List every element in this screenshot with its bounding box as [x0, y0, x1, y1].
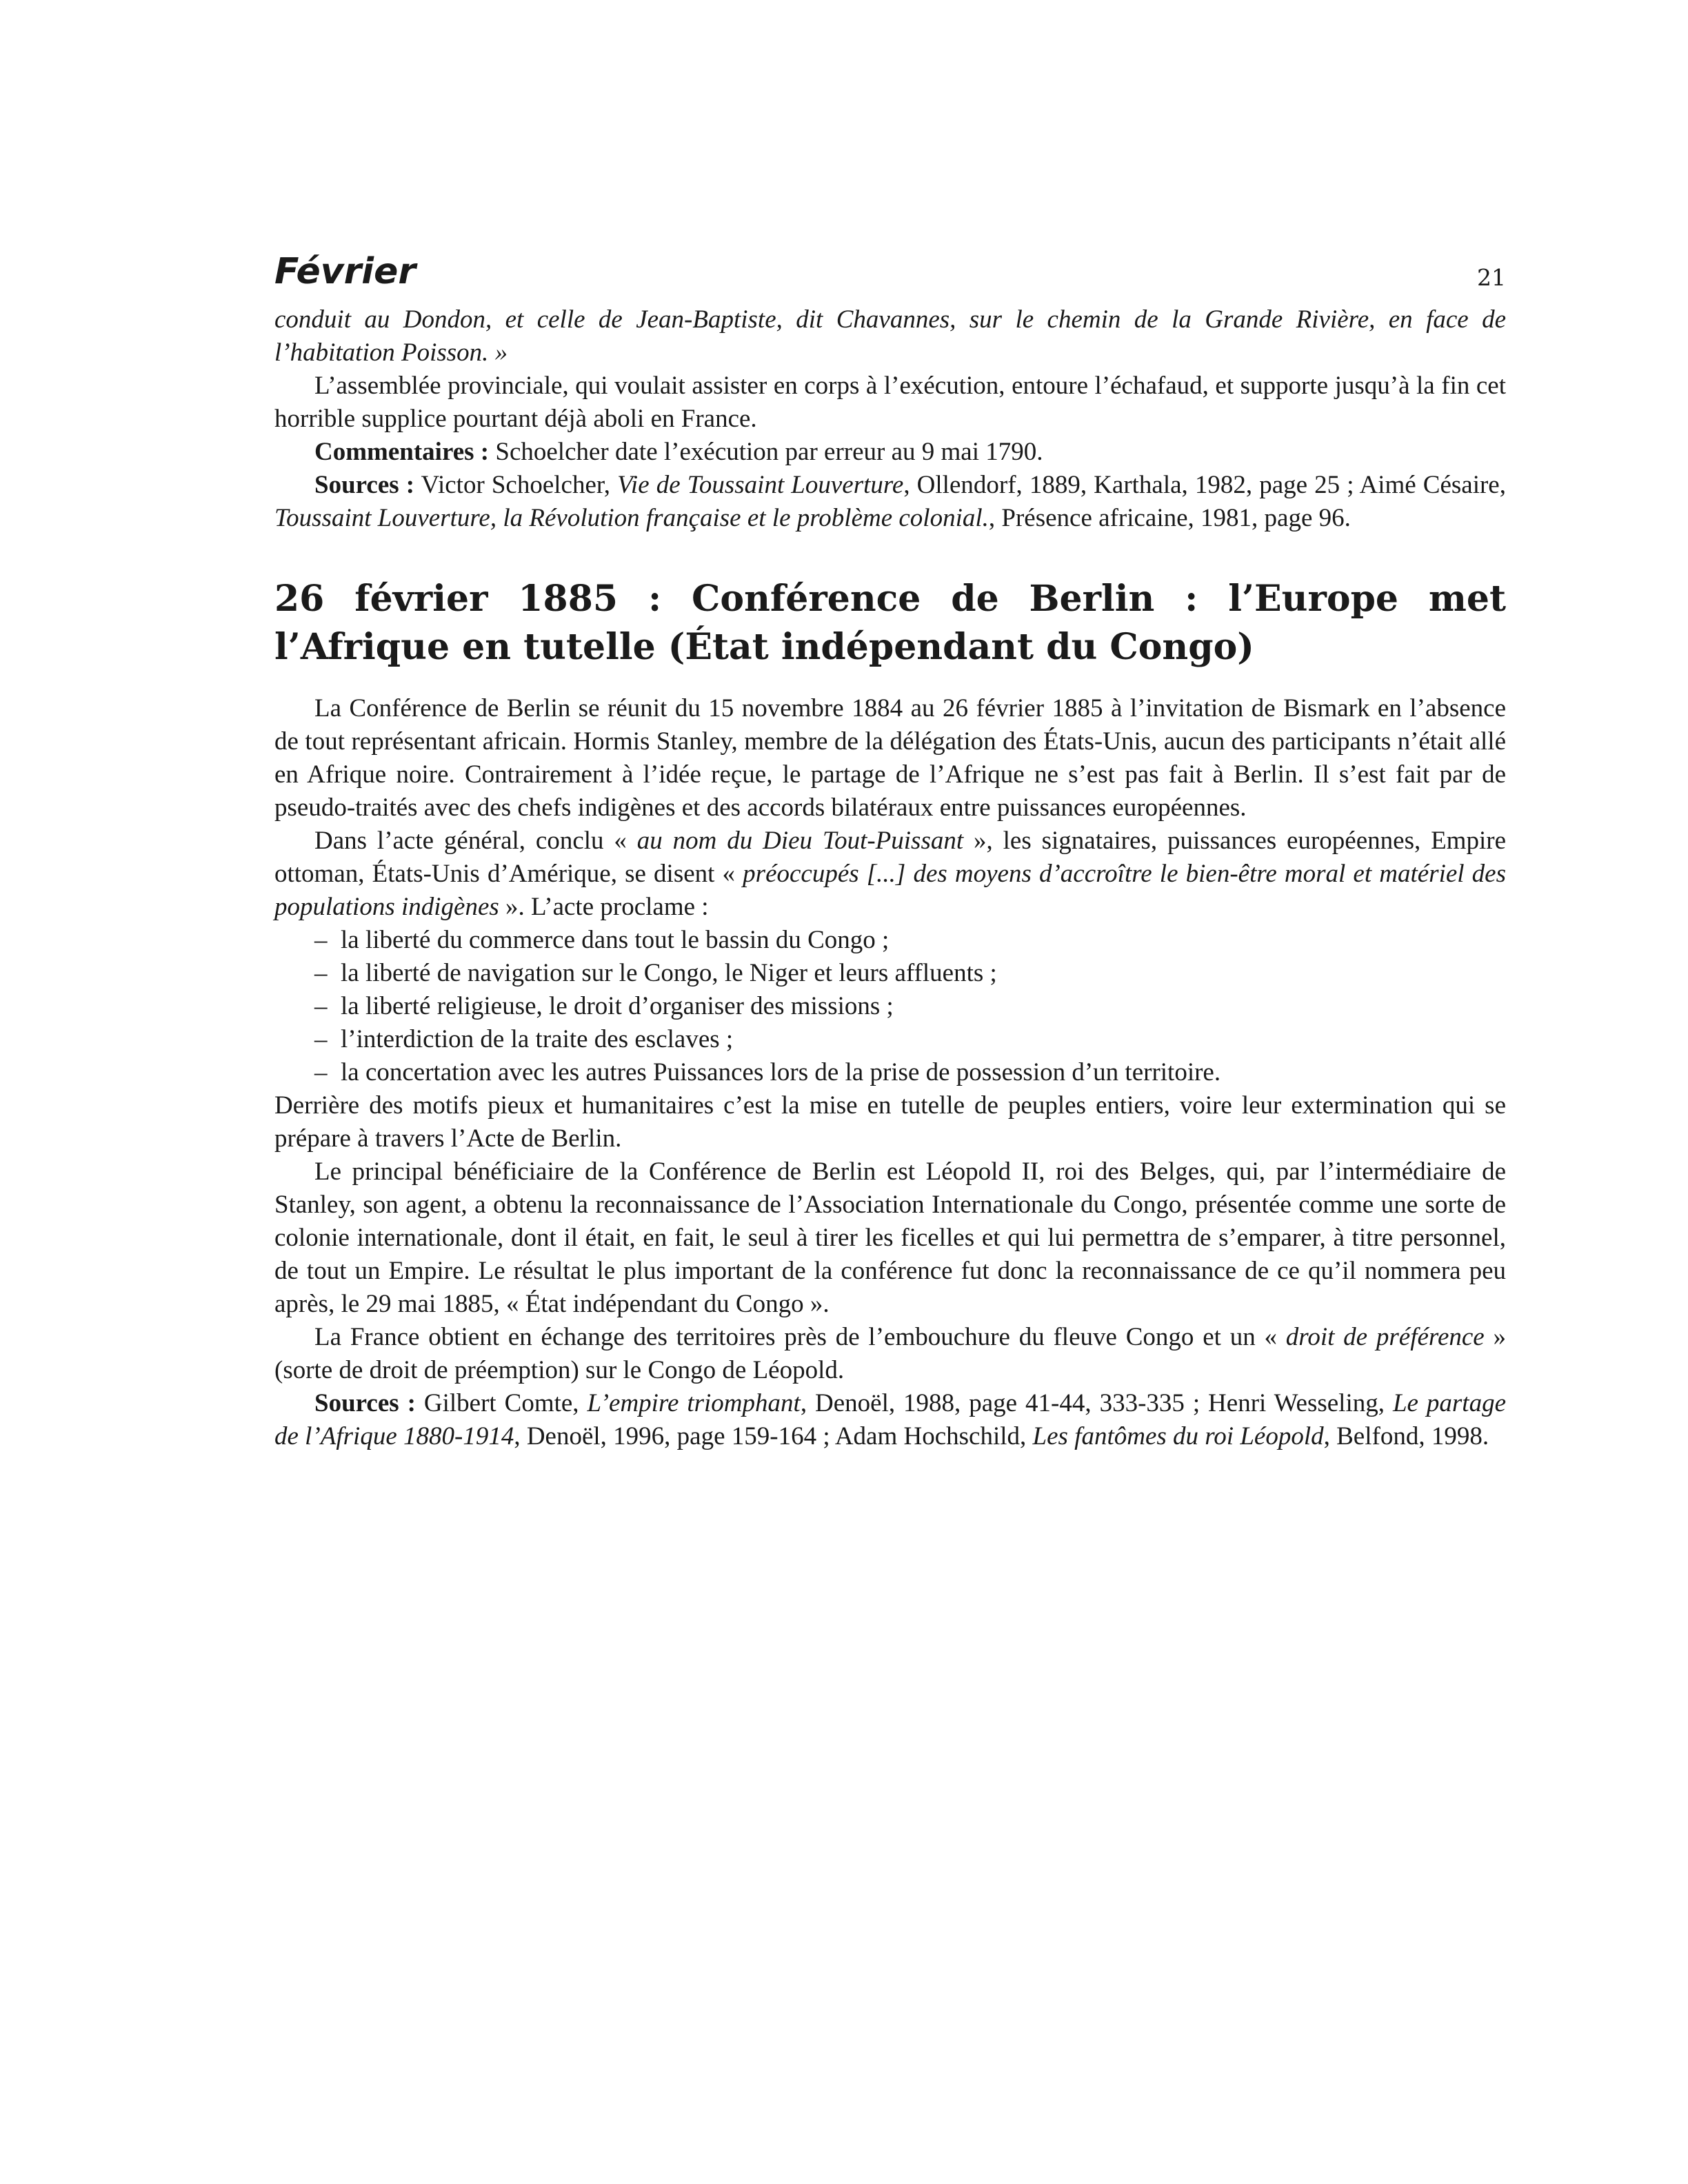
list-item-text: l’interdiction de la traite des esclaves ; [341, 1025, 734, 1053]
source-title: Les fantômes du roi Léopold [1032, 1422, 1324, 1450]
list-item [274, 924, 1506, 957]
source-title: Vie de Toussaint Louverture [617, 471, 904, 499]
body-paragraph: Le principal bénéficiaire de la Conférence de Berlin est Léopold II, roi des Belges, qui, par l’intermédiaire de Stanley, son agent, a obtenu la reconnaissance de l’Association Internationale du Congo, présentée comme une sorte de colonie internationale, dont il était, en fait, le seul à tirer les ficelles et qui lui permettra de s’emparer, à titre personnel, de tout un Empire. Le résultat le plus important de la conférence fut donc la reconnaissance de ce qu’il nommera peu après, le 29 mai 1885, « État indépendant du Congo ». [274, 1157, 1506, 1318]
source-title: L’empire triomphant [587, 1389, 801, 1417]
proclamation-list [274, 924, 1506, 1089]
text-run: La France obtient en échange des territoires près de l’embouchure du fleuve Congo et un « [314, 1323, 1286, 1351]
quoted-text: au nom du Dieu Tout-Puissant [636, 827, 964, 855]
text-run: » (sorte de droit de préemption) sur le Congo de Léopold. [274, 1323, 1507, 1384]
sources-text: , Belfond, 1998. [1323, 1422, 1489, 1450]
sources-text: , Présence africaine, 1981, page 96. [988, 504, 1351, 532]
body-paragraph [274, 1321, 1506, 1387]
sources-paragraph [274, 469, 1506, 535]
commentaires-paragraph [274, 436, 1506, 469]
list-item-text: la concertation avec les autres Puissances lors de la prise de possession d’un territoire. [341, 1058, 1221, 1086]
sources-text: , Denoël, 1996, page 159-164 ; Adam Hochschild, [514, 1422, 1033, 1450]
list-item-text: la liberté du commerce dans tout le bassin du Congo ; [341, 926, 890, 954]
sources-text: , Ollendorf, 1889, Karthala, 1982, page 25 ; Aimé Césaire, [903, 471, 1506, 499]
list-item [274, 1056, 1506, 1089]
sources-label: Sources : [314, 471, 415, 499]
running-header [274, 248, 1506, 303]
list-item-text: la liberté religieuse, le droit d’organiser des missions ; [341, 992, 894, 1020]
quote-continuation: conduit au Dondon, et celle de Jean-Baptiste, dit Chavannes, sur le chemin de la Grande Rivière, en face de l’habitation Poisson. » [274, 305, 1506, 367]
list-item [274, 957, 1506, 990]
dash-marker: – [314, 1025, 328, 1053]
commentaires-text: Schoelcher date l’exécution par erreur au 9 mai 1790. [489, 438, 1043, 466]
section-body [274, 692, 1506, 1453]
section-title: 26 février 1885 : Conférence de Berlin : l’Europe met l’Afrique en tutelle (État indépendant du Congo) [274, 578, 1506, 668]
sources-text: , Denoël, 1988, page 41-44, 333-335 ; Henri Wesseling, [800, 1389, 1393, 1417]
sources-text: Victor Schoelcher, [414, 471, 618, 499]
list-item-text: la liberté de navigation sur le Congo, le Niger et leurs affluents ; [341, 959, 997, 987]
quoted-text: droit de préférence [1285, 1323, 1485, 1351]
sources-text: Gilbert Comte, [415, 1389, 587, 1417]
source-title: Le partage de l’Afrique 1880-1914 [274, 1389, 1507, 1450]
running-title: Février [274, 251, 416, 292]
page [274, 248, 1506, 1453]
page-number: 21 [1477, 264, 1506, 291]
list-item [274, 1023, 1506, 1056]
source-title: Toussaint Louverture, la Révolution française et le problème colonial. [274, 504, 989, 532]
body-paragraph: Derrière des motifs pieux et humanitaires c’est la mise en tutelle de peuples entiers, voire leur extermination qui se prépare à travers l’Acte de Berlin. [274, 1091, 1506, 1153]
list-item [274, 990, 1506, 1023]
body-paragraph [274, 825, 1506, 924]
text-run: », les signataires, puissances européennes, Empire ottoman, États-Unis d’Amérique, se disent « [274, 827, 1506, 888]
dash-marker: – [314, 959, 328, 987]
assembly-paragraph: L’assemblée provinciale, qui voulait assister en corps à l’exécution, entoure l’échafaud, et supporte jusqu’à la fin cet horrible supplice pourtant déjà aboli en France. [274, 372, 1506, 433]
sources-label: Sources : [314, 1389, 416, 1417]
sources-paragraph [274, 1387, 1506, 1453]
text-run: ». L’acte proclame : [499, 893, 709, 921]
continuation-block [274, 303, 1506, 535]
dash-marker: – [314, 992, 328, 1020]
body-paragraph: La Conférence de Berlin se réunit du 15 novembre 1884 au 26 février 1885 à l’invitation de Bismark en l’absence de tout représentant africain. Hormis Stanley, membre de la délégation des États-Unis, aucun des participants n’était allé en Afrique noire. Contrairement à l’idée reçue, le partage de l’Afrique ne s’est pas fait à Berlin. Il s’est fait par de pseudo-traités avec des chefs indigènes et des accords bilatéraux entre puissances européennes. [274, 694, 1506, 822]
text-run: Dans l’acte général, conclu « [314, 827, 637, 855]
quoted-text: préoccupés [...] des moyens d’accroître le bien-être moral et matériel des populations indigènes [274, 860, 1507, 921]
dash-marker: – [314, 1058, 328, 1086]
commentaires-label: Commentaires : [314, 438, 490, 466]
dash-marker: – [314, 926, 328, 954]
